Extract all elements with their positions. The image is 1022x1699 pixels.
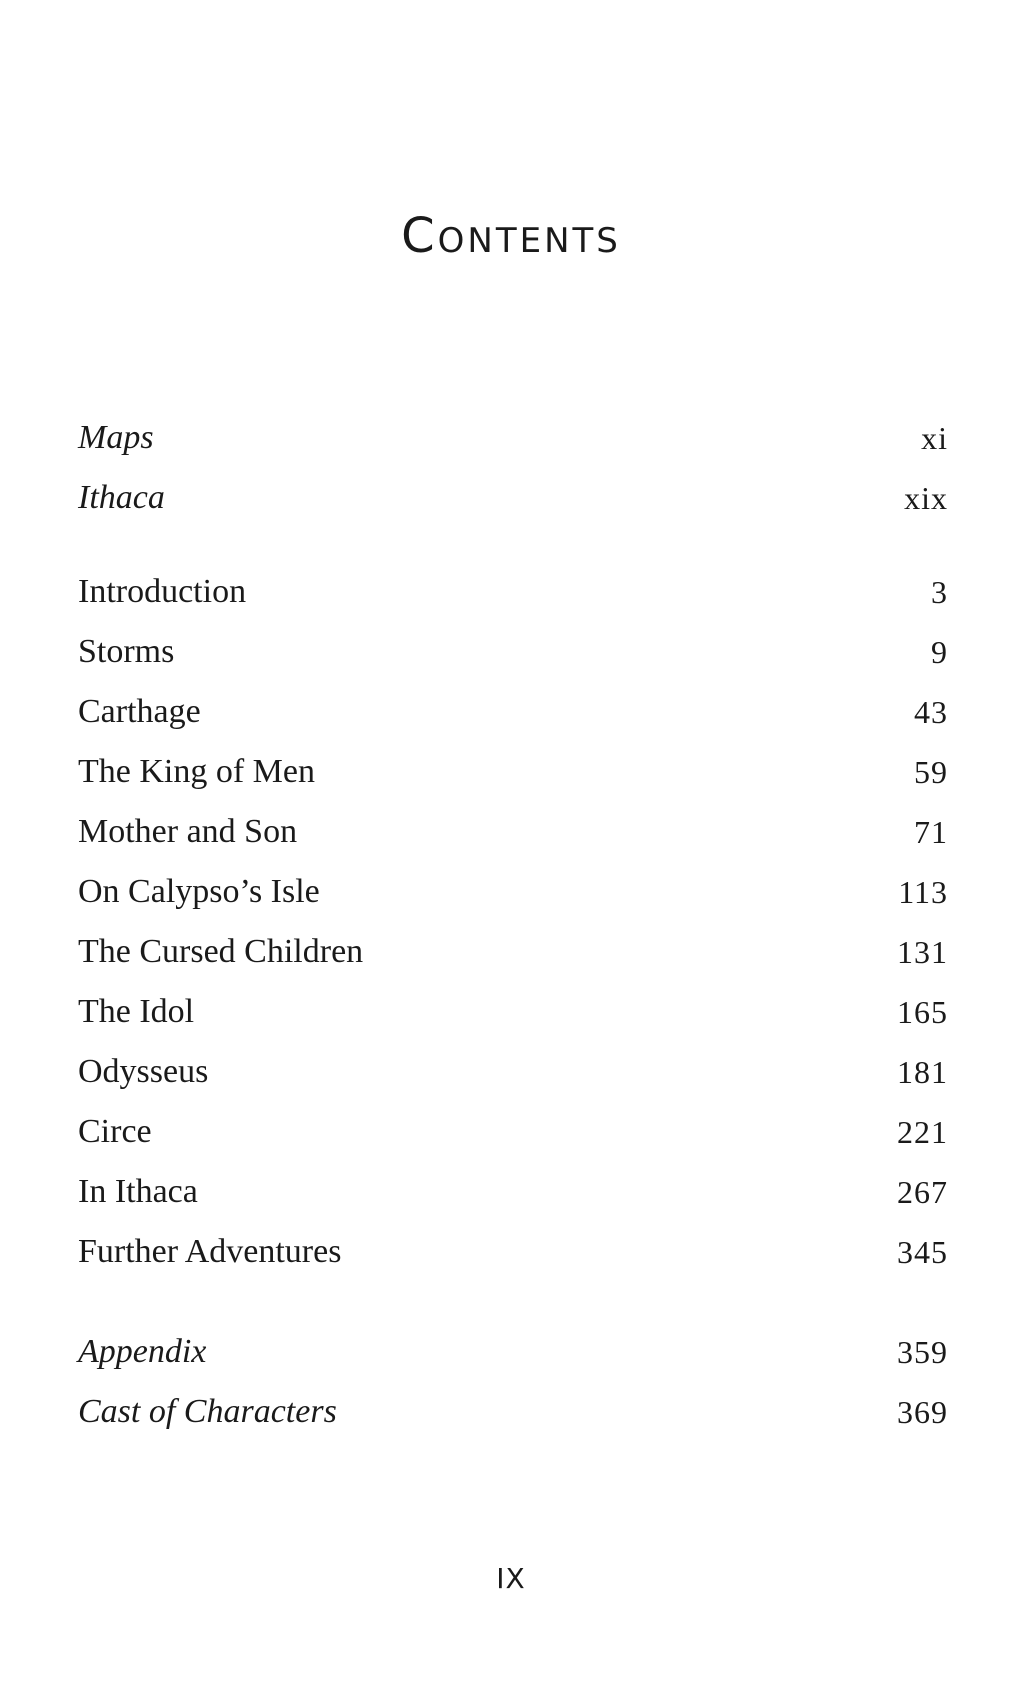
page-title: Contents xyxy=(401,208,621,264)
toc-entry[interactable] xyxy=(78,1052,948,1112)
toc-entry[interactable] xyxy=(78,752,948,812)
toc-entry-page: 267 xyxy=(897,1174,948,1210)
toc-entry-title: In Ithaca xyxy=(78,1173,198,1210)
toc-entry[interactable] xyxy=(78,1332,948,1392)
toc-entry-title: On Calypso’s Isle xyxy=(78,873,320,910)
toc-entry-title: Circe xyxy=(78,1113,152,1150)
toc-entry-page: xi xyxy=(921,420,948,456)
toc-entry[interactable] xyxy=(78,1172,948,1232)
toc-entry-page: 59 xyxy=(914,754,948,790)
toc-entry-page: 3 xyxy=(931,574,948,610)
toc-entry-page: 113 xyxy=(898,874,948,910)
toc-entry-title: Ithaca xyxy=(78,479,165,516)
toc-entry[interactable] xyxy=(78,812,948,872)
toc-entry-page: 43 xyxy=(914,694,948,730)
toc-entry-title: Carthage xyxy=(78,693,201,730)
page-number: IX xyxy=(496,1562,526,1595)
toc-entry-title: The Cursed Children xyxy=(78,933,364,970)
toc-entry-page: 359 xyxy=(897,1334,948,1370)
toc-entry[interactable] xyxy=(78,632,948,692)
toc-entry-page: xix xyxy=(904,480,948,516)
toc-entry-title: Cast of Characters xyxy=(78,1393,337,1430)
toc-entry[interactable] xyxy=(78,1392,948,1452)
toc-entry-page: 165 xyxy=(897,994,948,1030)
toc-entry-title: Maps xyxy=(78,419,154,456)
toc-entry-title: Introduction xyxy=(78,573,247,610)
chapter-list xyxy=(78,572,948,1292)
toc-entry-page: 369 xyxy=(897,1394,948,1430)
front-matter-list xyxy=(78,418,948,538)
toc-entry[interactable] xyxy=(78,418,948,478)
toc-entry[interactable] xyxy=(78,872,948,932)
toc-entry-page: 131 xyxy=(897,934,948,970)
back-matter-list xyxy=(78,1332,948,1452)
toc-entry-page: 71 xyxy=(914,814,948,850)
toc-entry-page: 9 xyxy=(931,634,948,670)
toc-entry[interactable] xyxy=(78,572,948,632)
toc-entry-page: 221 xyxy=(897,1114,948,1150)
toc-entry-title: The Idol xyxy=(78,993,195,1030)
toc-entry-title: Further Adventures xyxy=(78,1233,342,1270)
toc-entry-title: The King of Men xyxy=(78,753,316,790)
toc-entry[interactable] xyxy=(78,692,948,752)
toc-entry[interactable] xyxy=(78,478,948,538)
toc-entry-page: 181 xyxy=(897,1054,948,1090)
toc-entry[interactable] xyxy=(78,992,948,1052)
toc-entry-title: Appendix xyxy=(78,1333,207,1370)
toc-entry-title: Odysseus xyxy=(78,1053,209,1090)
toc-entry[interactable] xyxy=(78,1232,948,1292)
toc-entry-title: Mother and Son xyxy=(78,813,298,850)
toc-entry[interactable] xyxy=(78,1112,948,1172)
toc-entry-title: Storms xyxy=(78,633,175,670)
toc-entry[interactable] xyxy=(78,932,948,992)
toc-entry-page: 345 xyxy=(897,1234,948,1270)
